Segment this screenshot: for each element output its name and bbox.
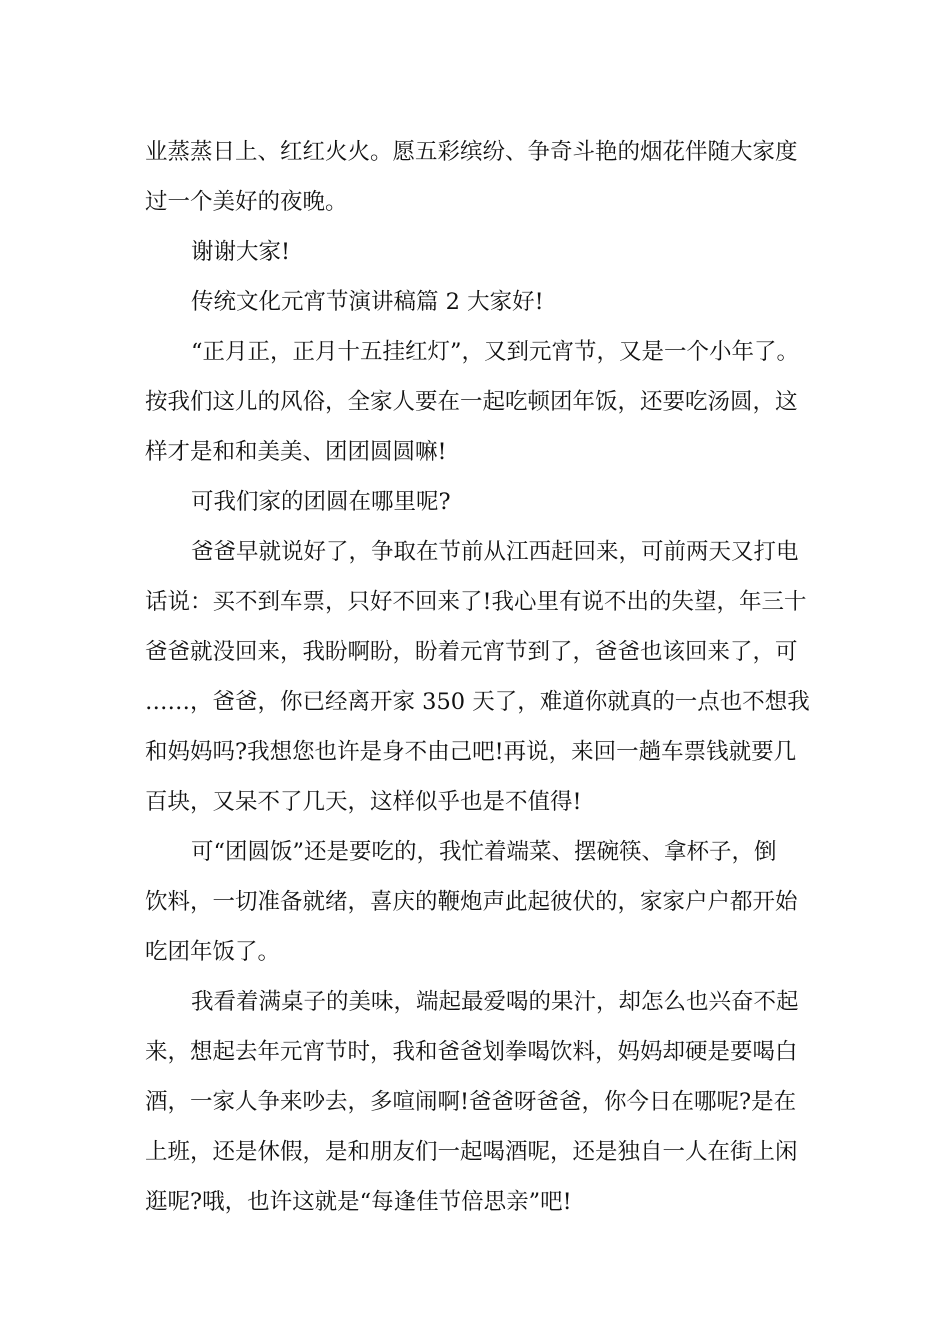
text-line: 上班，还是休假，是和朋友们一起喝酒呢，还是独自一人在街上闲	[145, 1139, 798, 1165]
text-line: 酒，一家人争来吵去，多喧闹啊!爸爸呀爸爸，你今日在哪呢?是在	[145, 1089, 797, 1115]
text-line: 爸爸就没回来，我盼啊盼，盼着元宵节到了，爸爸也该回来了，可	[145, 639, 798, 665]
text-line: 可“团圆饭”还是要吃的，我忙着端菜、摆碗筷、拿杯子，倒	[191, 839, 777, 865]
text-line: 和妈妈吗?我想您也许是身不由己吧!再说，来回一趟车票钱就要几	[145, 739, 797, 765]
text-line: 业蒸蒸日上、红红火火。愿五彩缤纷、争奇斗艳的烟花伴随大家度	[145, 139, 798, 165]
text-line: 我看着满桌子的美味，端起最爱喝的果汁，却怎么也兴奋不起	[191, 989, 799, 1015]
text-line: 谢谢大家!	[191, 239, 291, 265]
text-line: 话说：买不到车票，只好不回来了!我心里有说不出的失望，年三十	[145, 589, 807, 615]
section-heading: 传统文化元宵节演讲稿篇 2 大家好!	[191, 289, 544, 315]
text-line: 按我们这儿的风俗，全家人要在一起吃顿团年饭，还要吃汤圆，这	[145, 389, 798, 415]
text-line: 吃团年饭了。	[145, 939, 281, 965]
text-line: 百块，又呆不了几天，这样似乎也是不值得!	[145, 789, 582, 815]
text-line: 爸爸早就说好了，争取在节前从江西赶回来，可前两天又打电	[191, 539, 799, 565]
text-line: ……，爸爸，你已经离开家 350 天了，难道你就真的一点也不想我	[145, 689, 810, 715]
text-line: 来，想起去年元宵节时，我和爸爸划拳喝饮料，妈妈却硬是要喝白	[145, 1039, 798, 1065]
text-line: “正月正，正月十五挂红灯”，又到元宵节，又是一个小年了。	[191, 339, 800, 365]
text-line: 逛呢?哦，也许这就是“每逢佳节倍思亲”吧!	[145, 1189, 572, 1215]
text-line: 样才是和和美美、团团圆圆嘛!	[145, 439, 447, 465]
text-line: 饮料，一切准备就绪，喜庆的鞭炮声此起彼伏的，家家户户都开始	[145, 889, 798, 915]
text-line: 可我们家的团圆在哪里呢?	[191, 489, 451, 515]
text-line: 过一个美好的夜晚。	[145, 189, 348, 215]
